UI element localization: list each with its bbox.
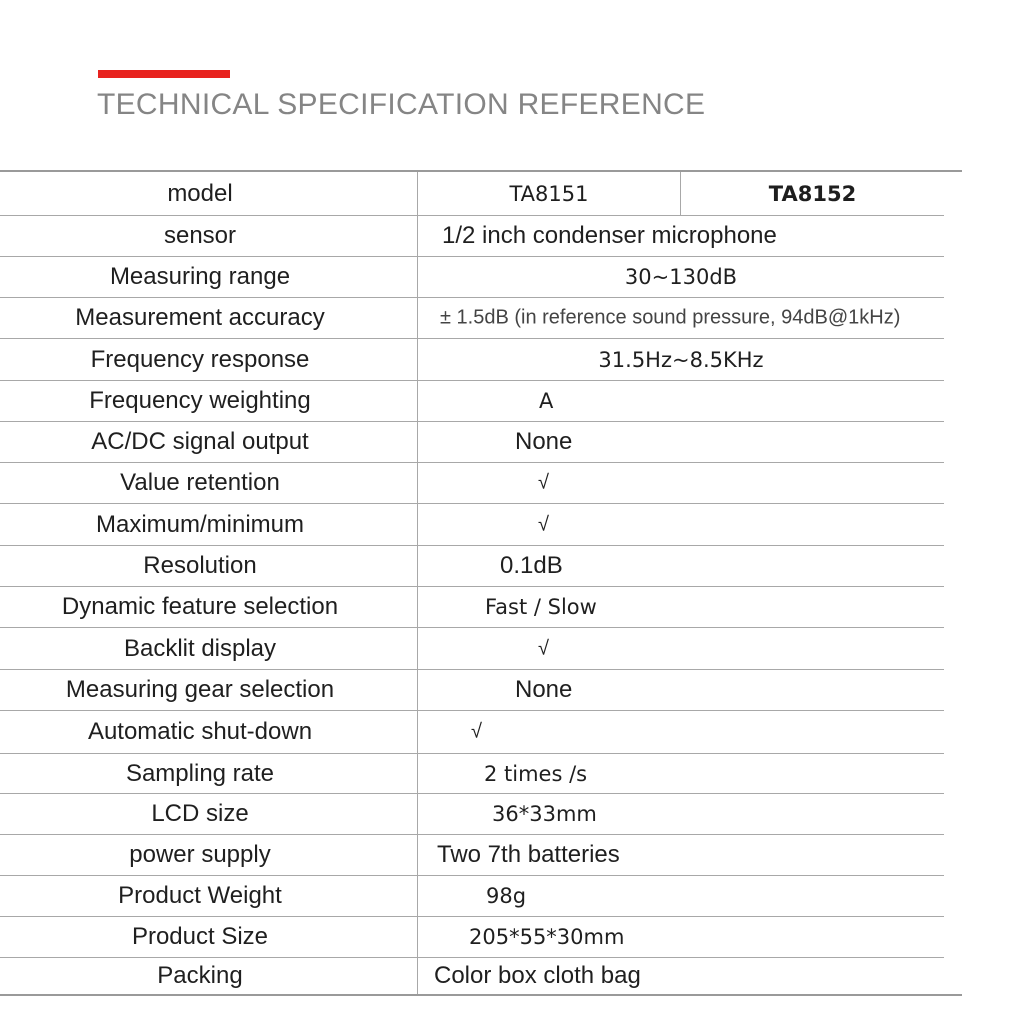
row-value: 0.1dB [500,552,563,579]
row-label: Frequency weighting [89,387,311,414]
title-accent-bar [98,70,230,78]
row-label: Measuring gear selection [65,676,335,703]
row-label: Product Weight [118,882,282,909]
row-value: √ [471,720,482,743]
row-value: Color box cloth bag [434,962,641,989]
row-value: None [515,676,573,703]
row-label: Automatic shut-down [87,718,313,745]
row-value: 98g [486,884,527,908]
row-value: A [539,389,554,413]
table-row-dynamic-feature [0,587,944,628]
table-row-product-weight [0,876,944,917]
table-row-packing [0,958,944,994]
table-row-maximum-minimum [0,504,944,546]
row-value: √ [538,513,549,535]
row-label: Maximum/minimum [95,510,304,538]
row-label: Resolution [143,552,257,579]
table-row-model [0,172,944,216]
row-label: AC/DC signal output [91,428,309,455]
row-label: Frequency response [90,345,310,373]
model-value-ta8152: TA8152 [768,181,857,206]
row-label: LCD size [151,800,249,827]
model-cell-ta8151 [418,172,681,215]
row-value: 2 times /s [484,761,588,786]
model-value-ta8151: TA8151 [509,181,589,206]
table-row-product-size [0,917,944,958]
row-label: sensor [163,222,237,249]
specification-table [0,170,962,996]
row-label: Measuring range [109,263,291,290]
table-row-backlit-display [0,628,944,670]
row-label: power supply [129,841,271,868]
row-label: Sampling rate [125,759,275,787]
row-value: 36*33mm [492,802,597,826]
table-row-frequency-response [0,339,944,381]
row-label: Product Size [131,923,269,950]
table-row-sampling-rate [0,754,944,794]
table-row-resolution [0,546,944,587]
row-value: Two 7th batteries [437,841,620,868]
table-row-ac-dc-output [0,422,944,463]
table-row-measurement-accuracy [0,298,944,339]
row-value: √ [538,637,549,659]
row-value: ± 1.5dB (in reference sound pressure, 94dB@1kHz) [440,306,901,329]
row-value: 1/2 inch condenser microphone [442,222,777,249]
row-label: Measurement accuracy [75,304,325,331]
page-title: TECHNICAL SPECIFICATION REFERENCE [97,88,706,121]
table-row-measuring-gear [0,670,944,711]
table-row-frequency-weighting [0,381,944,422]
row-value: Fast / Slow [485,595,597,619]
table-row-sensor [0,216,944,257]
table-row-power-supply [0,835,944,876]
row-label-model: model [167,179,233,207]
row-value: 31.5Hz~8.5KHz [598,347,764,372]
row-value: √ [538,471,549,494]
row-value: 205*55*30mm [469,925,625,949]
row-label: Value retention [120,469,280,496]
table-row-auto-shutdown [0,711,944,754]
table-row-lcd-size [0,794,944,835]
row-label: Backlit display [123,634,277,662]
row-value: None [515,428,573,455]
table-row-measuring-range [0,257,944,298]
row-label: Dynamic feature selection [61,593,339,620]
table-row-value-retention [0,463,944,504]
model-cell-ta8152 [681,172,944,215]
row-value: 30~130dB [624,265,738,289]
row-label: Packing [157,962,243,989]
